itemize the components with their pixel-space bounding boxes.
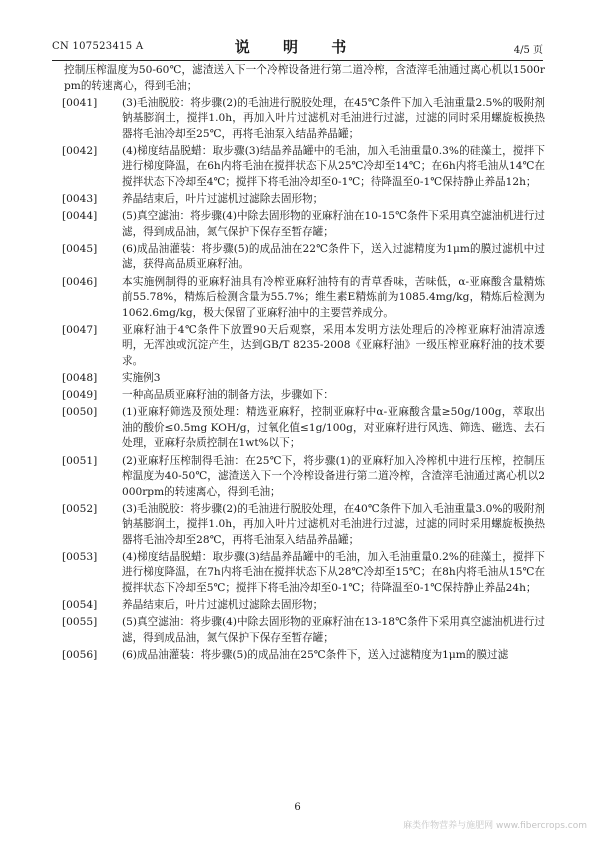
paragraph: [64, 192, 545, 208]
paragraph: [64, 242, 545, 273]
page-reference: 4/5 页: [513, 45, 543, 56]
paragraph-text: 实施例3: [122, 372, 161, 384]
paragraph: [64, 502, 545, 549]
paragraph-text: (4)梯度结晶脱蜡：取步骤(3)结晶养晶罐中的毛油，加入毛油重量0.3%的硅藻土，搅拌下进行梯度降温，在6h内将毛油在搅拌状态下从25℃冷却至14℃；在6h内将毛油从14℃在搅拌状态下冷却至4℃；搅拌下将毛油冷却至0-1℃；待降温至0-1℃保持静止养晶12h；: [122, 144, 545, 188]
patent-number: CN 107523415 A: [52, 41, 144, 52]
paragraph-number: [0055]: [62, 616, 98, 629]
paragraph-number: [0052]: [62, 502, 98, 515]
paragraph-number: [0044]: [62, 210, 98, 223]
paragraph-number: [0051]: [62, 454, 98, 467]
paragraph: [64, 323, 545, 370]
paragraph: [64, 275, 545, 322]
paragraph-text: (3)毛油脱胶：将步骤(2)的毛油进行脱胶处理，在40℃条件下加入毛油重量3.0%的吸附剂钠基膨润土，搅拌1.0h，再加入叶片过滤机对毛油进行过滤，过滤的同时采用螺旋板换热器将毛油冷却至28℃，再将毛油泵入结晶养晶罐；: [122, 502, 545, 546]
paragraph-number: [0041]: [62, 96, 98, 109]
page-number: 6: [294, 802, 301, 813]
paragraph-text: 一种高品质亚麻籽油的制备方法，步骤如下：: [122, 389, 334, 402]
paragraph-text: (6)成品油灌装：将步骤(5)的成品油在22℃条件下，送入过滤精度为1μm的膜过滤机中过滤，获得高品质亚麻籽油。: [122, 242, 545, 271]
paragraph-text: (1)亚麻籽筛选及预处理：精选亚麻籽，控制亚麻籽中α-亚麻酸含量≥50g/100g，萃取出油的酸价≤0.5mg KOH/g，过氧化值≤1g/100g，对亚麻籽进行风选、筛选、磁选、去石处理，亚麻籽杂质控制在1wt%以下；: [122, 406, 545, 450]
header-rule: [52, 60, 543, 61]
page-header: [52, 36, 543, 56]
paragraph-text: 本实施例制得的亚麻籽油具有冷榨亚麻籽油特有的青草香味，苦味低，α-亚麻酸含量精炼前55.78%，精炼后检测含量为55.7%；维生素E精炼前为1085.4mg/kg，精炼后检测为1062.6mg/kg，极大保留了亚麻籽油中的主要营养成分。: [122, 275, 545, 319]
paragraph-number: [0043]: [62, 193, 98, 206]
paragraph-number: [0049]: [62, 389, 98, 402]
paragraph: [64, 63, 545, 94]
paragraph-text: (5)真空滤油：将步骤(4)中除去固形物的亚麻籽油在10-15℃条件下采用真空滤油机进行过滤，得到成品油，氮气保护下保存至暂存罐；: [122, 210, 545, 238]
paragraph: [64, 144, 545, 191]
paragraph-number: [0047]: [62, 323, 98, 336]
paragraph-number: [0050]: [62, 406, 98, 419]
paragraph-number: [0056]: [62, 649, 98, 661]
paragraph: [64, 648, 545, 664]
paragraph-number: [0053]: [62, 550, 98, 563]
paragraph-number: [0048]: [62, 372, 98, 384]
paragraph: [64, 371, 545, 387]
paragraph: [64, 388, 545, 404]
paragraph: [64, 405, 545, 452]
paragraph-number: [0045]: [62, 242, 98, 255]
paragraph-text: (3)毛油脱胶：将步骤(2)的毛油进行脱胶处理，在45℃条件下加入毛油重量2.5%的吸附剂钠基膨润土，搅拌1.0h，再加入叶片过滤机对毛油进行过滤，过滤的同时采用螺旋板换热器将毛油冷却至25℃，再将毛油泵入结晶养晶罐；: [122, 96, 545, 140]
paragraph-text: (6)成品油灌装：将步骤(5)的成品油在25℃条件下，送入过滤精度为1μm的膜过滤: [122, 649, 509, 661]
paragraph-text: 亚麻籽油于4℃条件下放置90天后观察，采用本发明方法处理后的冷榨亚麻籽油清凉透明，无浑浊或沉淀产生，达到GB/T 8235-2008《亚麻籽油》一级压榨亚麻籽油的技术要求。: [122, 323, 545, 367]
paragraph: [64, 96, 545, 143]
paragraph-number: [0042]: [62, 144, 98, 157]
paragraph: [64, 209, 545, 240]
paragraph-text: 养晶结束后，叶片过滤机过滤除去固形物；: [122, 599, 324, 612]
paragraph: [64, 454, 545, 501]
paragraph-text: 控制压榨温度为50-60℃，滤渣送入下一个冷榨设备进行第二道冷榨，含渣滓毛油通过离心机以1500rpm的转速离心，得到毛油；: [64, 64, 545, 92]
paragraph: [64, 550, 545, 597]
document-title: 说 明 书: [234, 38, 361, 56]
paragraph-number: [0054]: [62, 599, 98, 612]
paragraph-text: (4)梯度结晶脱蜡：取步骤(3)结晶养晶罐中的毛油，加入毛油重量0.2%的硅藻土，搅拌下进行梯度降温，在7h内将毛油在搅拌状态下从28℃冷却至15℃；在8h内将毛油从15℃在搅拌状态下冷却至5℃；搅拌下将毛油冷却至0-1℃；待降温至0-1℃保持静止养晶24h；: [122, 550, 545, 594]
site-watermark: 麻类作物营养与施肥网 www.fibercrops.com: [403, 821, 587, 831]
paragraph: [64, 598, 545, 614]
paragraph-number: [0046]: [62, 275, 98, 288]
paragraph: [64, 615, 545, 646]
paragraph-text: (5)真空滤油：将步骤(4)中除去固形物的亚麻籽油在13-18℃条件下采用真空滤油机进行过滤，得到成品油，氮气保护下保存至暂存罐；: [122, 616, 545, 644]
document-body: [64, 63, 545, 665]
paragraph-text: 养晶结束后，叶片过滤机过滤除去固形物；: [122, 193, 324, 206]
paragraph-text: (2)亚麻籽压榨制得毛油：在25℃下，将步骤(1)的亚麻籽加入冷榨机中进行压榨，控制压榨温度为40-50℃，滤渣送入下一个冷榨设备进行第二道冷榨，含渣滓毛油通过离心机以2000rpm的转速离心，得到毛油；: [122, 454, 545, 498]
